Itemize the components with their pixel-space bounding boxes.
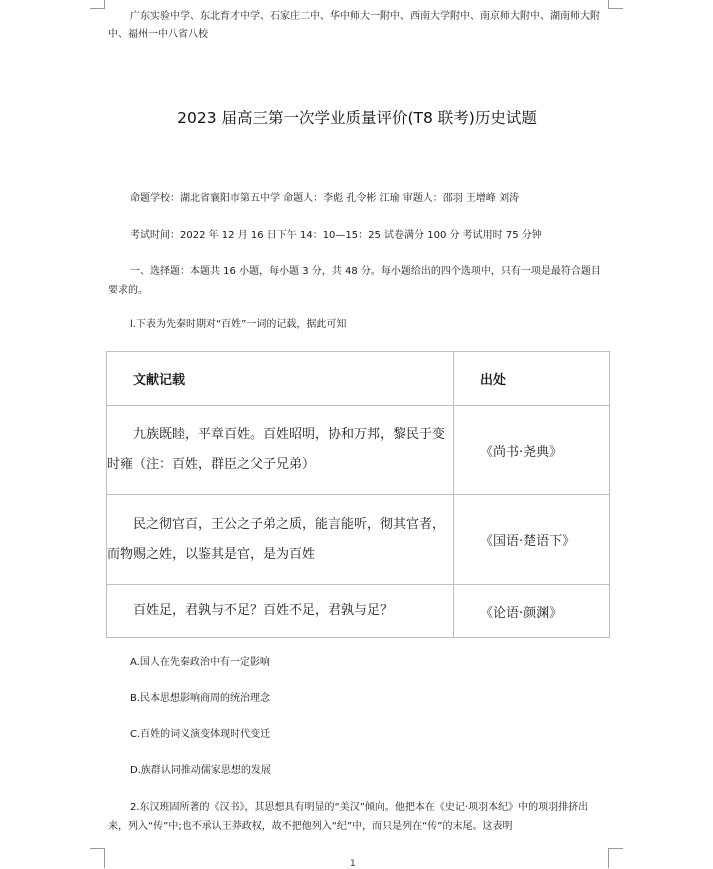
option-d: D.族群认同推动儒家思想的发展	[130, 765, 271, 776]
crop-mark-bottom-right	[608, 848, 623, 868]
record-source-cell: 《尚书·尧典》	[454, 406, 610, 495]
crop-mark-top-left	[90, 0, 105, 9]
section-intro: 一、选择题：本题共 16 小题，每小题 3 分，共 48 分。每小题给出的四个选项中，只有一项是最符合题目要求的。	[108, 266, 601, 296]
table-row	[107, 406, 610, 495]
question-2-stem: 2.东汉班固所著的《汉书》，其思想具有明显的“美汉”倾向。他把本在《史记·项羽本纪》中的项羽排挤出来，列入“传”中;也不承认王莽政权，故不把他列入“纪”中，而只是列在“传”的末尾。这表明	[108, 802, 589, 832]
author-info: 命题学校：湖北省襄阳市第五中学 命题人：李彪 孔令彬 江瑜 审题人：邵羽 王增峰 刘涛	[130, 193, 520, 204]
record-source-cell: 《论语·颜渊》	[454, 585, 610, 638]
crop-mark-bottom-left	[90, 848, 105, 868]
table-header-row	[107, 352, 610, 406]
records-table	[106, 351, 610, 638]
question-1-stem: l.下表为先秦时期对“百姓”一词的记载，据此可知	[130, 319, 347, 330]
option-c: C.百姓的词义演变体现时代变迁	[130, 729, 271, 740]
exam-time-info: 考试时间：2022 年 12 月 16 日下午 14：10—15：25 试卷满分 100 分 考试用时 75 分钟	[130, 230, 542, 241]
table-row	[107, 495, 610, 585]
record-text-cell: 九族既睦，平章百姓。百姓昭明，协和万邦，黎民于变时雍（注：百姓，群臣之父子兄弟）	[107, 406, 454, 495]
document-title: 2023 届高三第一次学业质量评价(T8 联考)历史试题	[177, 109, 537, 127]
table-row	[107, 585, 610, 638]
option-a: A.国人在先秦政治中有一定影响	[130, 657, 270, 668]
header-cell-source: 出处	[454, 352, 610, 406]
header-cell-record: 文献记载	[107, 352, 454, 406]
record-text-cell: 百姓足，君孰与不足？百姓不足，君孰与足？	[107, 585, 454, 638]
school-list: 广东实验中学、东北育才中学、石家庄二中、华中师大一附中、西南大学附中、南京师大附中、湖南师大附中、福州一中八省八校	[108, 11, 600, 40]
record-source-cell: 《国语·楚语下》	[454, 495, 610, 585]
record-text-cell: 民之彻官百，王公之子弟之质，能言能听，彻其官者，而物赐之姓，以鉴其是官，是为百姓	[107, 495, 454, 585]
crop-mark-top-right	[608, 0, 623, 9]
option-b: B.民本思想影响商周的统治理念	[130, 693, 271, 704]
page-number: 1	[350, 859, 356, 869]
